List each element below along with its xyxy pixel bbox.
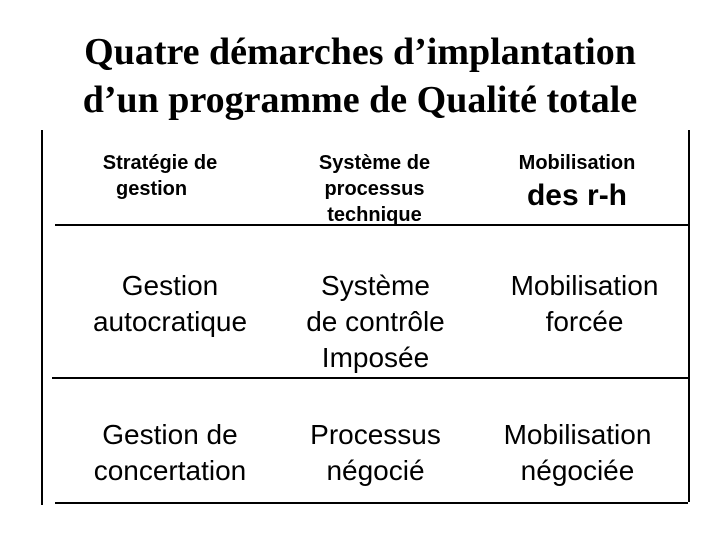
table-right-border [688, 130, 690, 502]
row1-hr-mobilisation: Mobilisation forcée [510, 270, 659, 337]
slide-title-line2: d’un programme de Qualité totale [82, 79, 638, 121]
table-bottom-border [55, 502, 688, 504]
header-hr-mobilisation: Mobilisation des r-h [518, 152, 636, 212]
header-strategy: Stratégie de gestion [102, 152, 218, 200]
row2-strategy: Gestion de concertation [93, 419, 247, 486]
slide-title-line1: Quatre démarches d’implantation [84, 31, 636, 73]
row2-process-system: Processus négocié [310, 419, 441, 486]
table-left-border [41, 130, 43, 505]
row2-hr-mobilisation: Mobilisation négociée [503, 419, 652, 486]
row-separator [52, 377, 688, 379]
header-process-system: Système de processus technique [318, 152, 431, 226]
row1-process-system: Système de contrôle Imposée [306, 270, 445, 373]
slide-title [0, 28, 720, 124]
row1-strategy: Gestion autocratique [92, 270, 248, 337]
